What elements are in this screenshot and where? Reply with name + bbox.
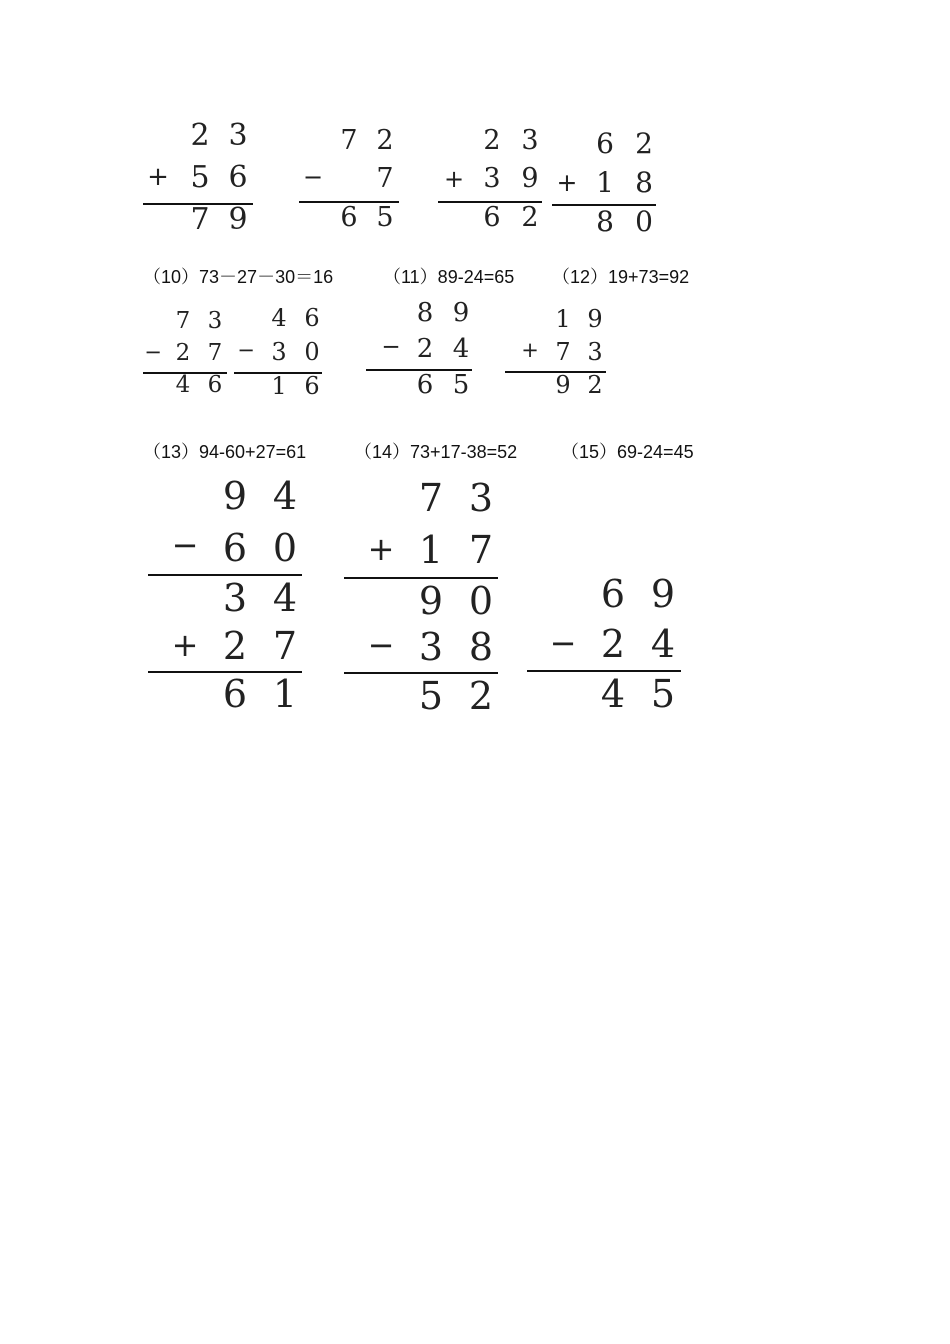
- digit: 4: [272, 474, 298, 518]
- problem-13-caption: （13）94-60+27=61: [143, 442, 307, 462]
- digit: 3: [207, 308, 223, 334]
- plus-operator: +: [521, 338, 539, 362]
- digit: 3: [418, 625, 444, 669]
- digit: 7: [418, 476, 444, 520]
- vertical-calc-46-minus-30: [234, 304, 326, 402]
- digit: 7: [190, 202, 210, 237]
- minus-operator: −: [237, 338, 255, 362]
- digit: 4: [272, 576, 298, 620]
- minus-operator: −: [144, 340, 162, 364]
- digit: 4: [452, 334, 470, 364]
- digit: 9: [222, 474, 248, 518]
- vertical-calc-73-plus-17-minus-38: [342, 476, 502, 726]
- digit: 2: [635, 127, 653, 160]
- minus-operator: −: [549, 624, 577, 662]
- vertical-calc-73-minus-27: [142, 308, 230, 403]
- digit: 1: [418, 528, 444, 572]
- digit: 9: [555, 371, 571, 399]
- digit: 9: [418, 579, 444, 623]
- plus-operator: +: [147, 162, 169, 192]
- digit: 1: [555, 305, 571, 333]
- digit: 1: [272, 672, 298, 716]
- digit: 2: [600, 622, 626, 666]
- digit: 7: [272, 624, 298, 668]
- digit: 3: [521, 125, 539, 156]
- minus-operator: −: [381, 334, 401, 360]
- digit: 0: [468, 579, 494, 623]
- digit: 9: [587, 305, 603, 333]
- digit: 5: [650, 672, 676, 716]
- digit: 0: [272, 526, 298, 570]
- digit: 8: [596, 205, 614, 238]
- vertical-calc-69-minus-24: [526, 572, 684, 722]
- digit: 6: [222, 672, 248, 716]
- plus-operator: +: [367, 530, 395, 568]
- vertical-calc-72-minus-7: [298, 125, 403, 240]
- vertical-calc-94-minus-60-plus-27: [146, 474, 306, 724]
- digit: 9: [650, 572, 676, 616]
- digit: 1: [271, 372, 287, 400]
- plus-operator: +: [443, 165, 465, 193]
- digit: 0: [635, 205, 653, 238]
- digit: 5: [452, 370, 470, 400]
- digit: 5: [418, 674, 444, 718]
- digit: 4: [650, 622, 676, 666]
- digit: 2: [190, 118, 210, 153]
- digit: 9: [228, 202, 248, 237]
- plus-operator: +: [171, 626, 199, 664]
- digit: 0: [304, 338, 320, 366]
- digit: 4: [175, 372, 191, 398]
- problem-10-caption: （10）73－27－30＝16: [143, 267, 334, 287]
- digit: 3: [483, 163, 501, 194]
- digit: 7: [376, 163, 394, 194]
- digit: 2: [376, 125, 394, 156]
- problem-12-caption: （12）19+73=92: [552, 267, 690, 287]
- minus-operator: −: [171, 526, 199, 564]
- vertical-calc-89-minus-24: [364, 298, 476, 403]
- minus-operator: −: [302, 163, 324, 191]
- digit: 6: [304, 304, 320, 332]
- vertical-calc-23-plus-39: [438, 125, 548, 240]
- digit: 7: [340, 125, 358, 156]
- digit: 6: [207, 372, 223, 398]
- digit: 4: [271, 304, 287, 332]
- vertical-calc-23-plus-56: [140, 118, 255, 243]
- digit: 3: [271, 338, 287, 366]
- digit: 7: [555, 338, 571, 366]
- digit: 7: [175, 308, 191, 334]
- digit: 5: [190, 160, 210, 195]
- digit: 2: [175, 340, 191, 366]
- digit: 7: [468, 528, 494, 572]
- digit: 6: [416, 370, 434, 400]
- problem-14-caption: （14）73+17-38=52: [354, 442, 518, 462]
- digit: 2: [521, 202, 539, 233]
- digit: 6: [340, 202, 358, 233]
- digit: 6: [228, 160, 248, 195]
- digit: 2: [483, 125, 501, 156]
- digit: 6: [596, 127, 614, 160]
- digit: 6: [304, 372, 320, 400]
- digit: 1: [596, 166, 614, 199]
- plus-operator: +: [556, 168, 578, 197]
- digit: 8: [635, 166, 653, 199]
- vertical-calc-19-plus-73: [505, 305, 609, 403]
- digit: 2: [587, 371, 603, 399]
- digit: 6: [222, 526, 248, 570]
- vertical-calc-62-plus-18: [550, 127, 660, 242]
- digit: 2: [222, 624, 248, 668]
- digit: 9: [452, 298, 470, 328]
- digit: 3: [222, 576, 248, 620]
- digit: 8: [468, 625, 494, 669]
- digit: 5: [376, 202, 394, 233]
- problem-11-caption: （11）89-24=65: [383, 267, 515, 287]
- digit: 3: [228, 118, 248, 153]
- digit: 7: [207, 340, 223, 366]
- problem-15-caption: （15）69-24=45: [561, 442, 694, 462]
- digit: 8: [416, 298, 434, 328]
- minus-operator: −: [367, 626, 395, 664]
- digit: 9: [521, 163, 539, 194]
- digit: 2: [468, 674, 494, 718]
- digit: 6: [483, 202, 501, 233]
- digit: 2: [416, 334, 434, 364]
- digit: 6: [600, 572, 626, 616]
- digit: 4: [600, 672, 626, 716]
- digit: 3: [468, 476, 494, 520]
- digit: 3: [587, 338, 603, 366]
